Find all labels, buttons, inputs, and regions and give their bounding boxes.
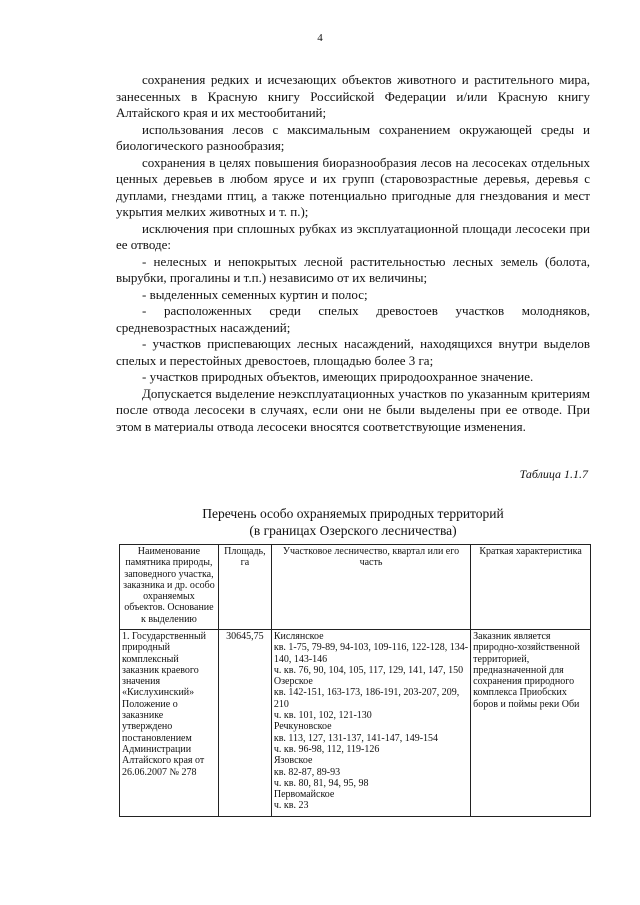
table-title-line: Перечень особо охраняемых природных территорий [202, 506, 504, 521]
cell-area: 30645,75 [218, 630, 271, 817]
header-description: Краткая характеристика [471, 545, 591, 630]
quarters-line: кв. 82-87, 89-93 [273, 766, 341, 778]
paragraph: использования лесов с максимальным сохранением окружающей среды и биологического разнообразия; [116, 121, 590, 153]
page-number: 4 [317, 32, 323, 44]
header-quarters: Участковое лесничество, квартал или его часть [271, 545, 470, 630]
quarters-line: ч. кв. 96-98, 112, 119-126 [273, 743, 380, 755]
quarters-line: Первомайское [273, 789, 335, 801]
list-item: - участков приспевающих лесных насаждений, находящихся внутри выделов спелых и перестойных древостоев, площадью более 3 га; [116, 336, 590, 368]
cell-description: Заказник является природно-хозяйственной территорией, предназначенной для сохранения природного комплекса Приобских боров и поймы реки Оби [471, 630, 591, 817]
protected-areas-table [119, 544, 591, 817]
paragraph: сохранения редких и исчезающих объектов животного и растительного мира, занесенных в Красную книгу Российской Федерации и/или Красную книгу Алтайского края и их местообитаний; [116, 72, 590, 120]
quarters-line: кв. 113, 127, 131-137, 141-147, 149-154 [273, 732, 439, 744]
list-item: - нелесных и непокрытых лесной растительностью лесных земель (болота, вырубки, прогалины и т.п.) независимо от их величины; [116, 253, 590, 285]
quarters-line: кв. 142-151, 163-173, 186-191, 203-207, 209, 210 [273, 687, 460, 710]
table-row [120, 630, 591, 817]
body-text [116, 72, 590, 435]
cell-quarters [271, 630, 470, 817]
table-caption: Таблица 1.1.7 [519, 467, 588, 481]
quarters-line: ч. кв. 101, 102, 121-130 [273, 710, 372, 722]
table-header-row [120, 545, 591, 630]
header-name: Наименование памятника природы, заповедного участка, заказника и др. особо охраняемых объектов. Основание к выделению [120, 545, 219, 630]
paragraph: сохранения в целях повышения биоразнообразия лесов на лесосеках отдельных ценных деревьев в любом ярусе и их групп (старовозрастные деревья, деревья с дуплами, гнездами птиц, а также потенциально пригодные для гнездования и мест укрытия мелких животных и т. п.); [116, 154, 590, 219]
header-area: Площадь, га [218, 545, 271, 630]
table-title-line: (в границах Озерского лесничества) [249, 523, 457, 538]
quarters-line: ч. кв. 23 [273, 800, 309, 812]
list-item: - выделенных семенных куртин и полос; [142, 286, 368, 302]
quarters-line: ч. кв. 76, 90, 104, 105, 117, 129, 141, 147, 150 [273, 664, 464, 676]
quarters-line: ч. кв. 80, 81, 94, 95, 98 [273, 777, 369, 789]
quarters-line: Речкуновское [273, 721, 332, 733]
quarters-line: Озерское [273, 676, 313, 688]
quarters-line: Язовское [273, 755, 313, 767]
quarters-line: Кислянское [273, 631, 324, 642]
table-title [116, 505, 590, 539]
cell-name: 1. Государственный природный комплексный заказник краевого значения «Кислухинский» Положение о заказнике утверждено постановлением Администрации Алтайского края от 26.06.2007 № 278 [120, 630, 219, 817]
paragraph: исключения при сплошных рубках из эксплуатационной площади лесосеки при ее отводе: [116, 220, 590, 252]
list-item: - участков природных объектов, имеющих природоохранное значение. [142, 369, 534, 384]
quarters-line: кв. 1-75, 79-89, 94-103, 109-116, 122-128, 134-140, 143-146 [273, 642, 469, 665]
paragraph: Допускается выделение неэксплуатационных участков по указанным критериям после отвода лесосеки в случаях, если они не были выделены при ее отводе. При этом в материалы отвода лесосеки вносятся соответствующие изменения. [116, 385, 590, 434]
list-item: - расположенных среди спелых древостоев участков молодняков, средневозрастных насаждений; [116, 303, 590, 335]
